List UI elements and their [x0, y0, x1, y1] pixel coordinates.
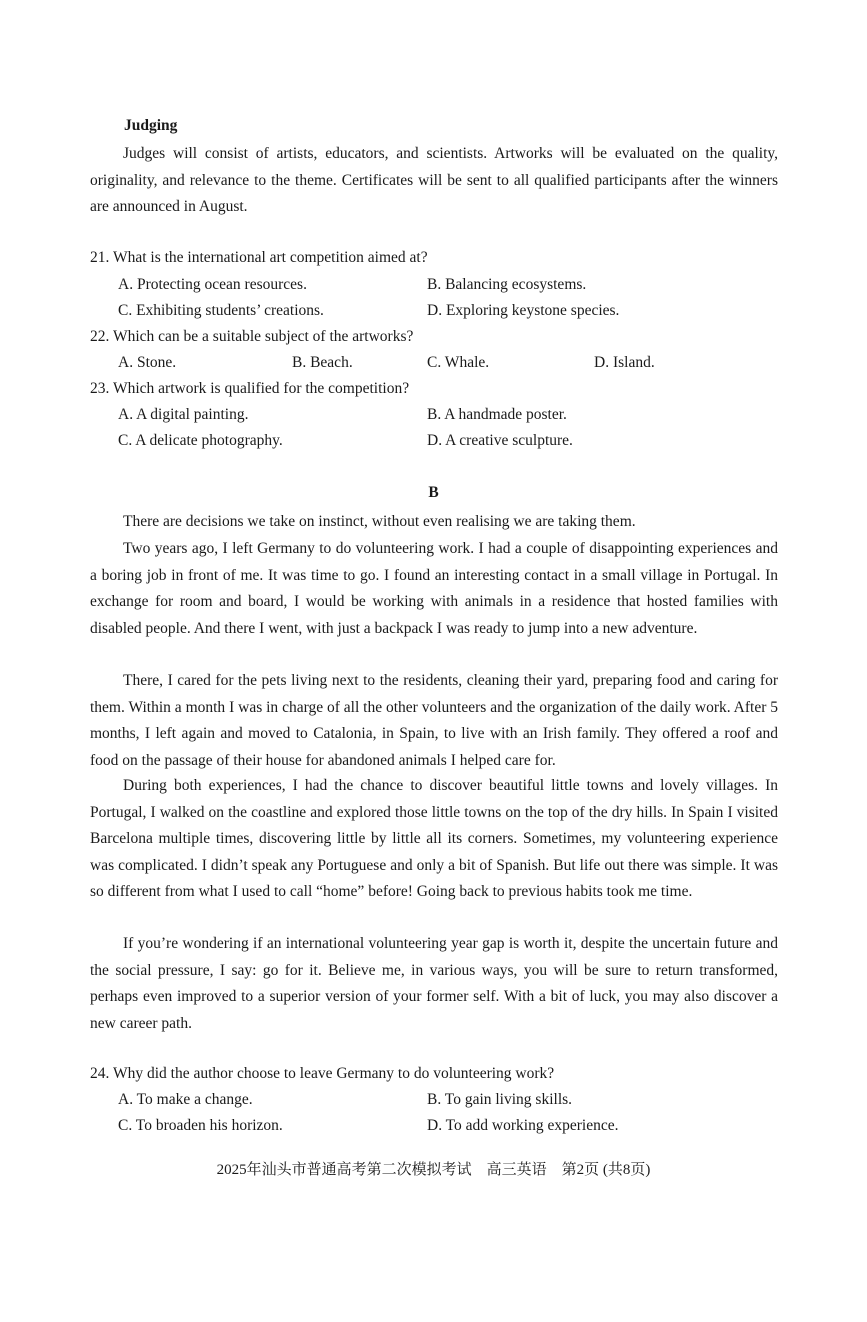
question-21-option-c: C. Exhibiting students’ creations. [118, 302, 324, 319]
passage-paragraph-1: There are decisions we take on instinct, without even realising we are taking them. [123, 513, 636, 530]
passage-paragraph-4: During both experiences, I had the chance to discover beautiful little towns and lovely villages. In Portugal, I walked on the coastline and explored those little towns on the top of the dry hills. In Spain I visited Barcelona multiple times, discovering little by little all its corners. Sometimes, my volunteering experience was complicated. I didn’t speak any Portuguese and only a bit of Spanish. But life out there was simple. It was so different from what I used to call “home” before! Going back to previous habits took me time. [90, 777, 778, 900]
passage-paragraph-5: If you’re wondering if an international volunteering year gap is worth it, despite the uncertain future and the social pressure, I say: go for it. Believe me, in various ways, you will be sure to return transformed, perhaps even improved to a superior version of your former self. With a bit of luck, you may also discover a new career path. [90, 935, 778, 1032]
passage-paragraph-3: There, I cared for the pets living next to the residents, cleaning their yard, preparing food and caring for them. Within a month I was in charge of all the other volunteers and the organization of the daily work. After 5 months, I left again and moved to Catalonia, in Spain, to live with an Irish family. They offered a roof and food on the passage of their house for abandoned animals I helped care for. [90, 672, 778, 769]
question-23-option-d: D. A creative sculpture. [427, 432, 573, 449]
question-23-option-a: A. A digital painting. [118, 406, 249, 423]
question-21-option-b: B. Balancing ecosystems. [427, 276, 587, 293]
question-22-option-c: C. Whale. [427, 354, 490, 371]
page-footer: 2025年汕头市普通高考第二次模拟考试 高三英语 第2页 (共8页) [216, 1162, 651, 1178]
judging-paragraph: Judges will consist of artists, educators, and scientists. Artworks will be evaluated on the quality, originality, and relevance to the theme. Certificates will be sent to all qualified participants after the winners are announced in August. [90, 145, 778, 215]
passage-paragraph-2: Two years ago, I left Germany to do volunteering work. I had a couple of disappointing experiences and a boring job in front of me. It was time to go. I found an interesting contact in a small village in Portugal. In exchange for room and board, I would be working with animals in a residence that hosted families with disabled people. And there I went, with just a backpack I was ready to jump into a new adventure. [90, 540, 778, 637]
question-21-stem: 21. What is the international art competition aimed at? [90, 249, 428, 266]
question-24-option-d: D. To add working experience. [427, 1117, 619, 1134]
question-23-option-c: C. A delicate photography. [118, 432, 283, 449]
section-b-title: B [428, 484, 439, 501]
question-22-option-d: D. Island. [594, 354, 655, 371]
question-22-option-b: B. Beach. [292, 354, 353, 371]
question-23-option-b: B. A handmade poster. [427, 406, 567, 423]
question-24-option-a: A. To make a change. [118, 1091, 253, 1108]
question-21-option-d: D. Exploring keystone species. [427, 302, 620, 319]
question-23-stem: 23. Which artwork is qualified for the competition? [90, 380, 410, 397]
question-21-option-a: A. Protecting ocean resources. [118, 276, 307, 293]
question-24-option-b: B. To gain living skills. [427, 1091, 573, 1108]
judging-heading: Judging [124, 117, 178, 134]
question-22-stem: 22. Which can be a suitable subject of the artworks? [90, 328, 414, 345]
question-22-option-a: A. Stone. [118, 354, 177, 371]
question-24-stem: 24. Why did the author choose to leave Germany to do volunteering work? [90, 1065, 555, 1082]
question-24-option-c: C. To broaden his horizon. [118, 1117, 283, 1134]
